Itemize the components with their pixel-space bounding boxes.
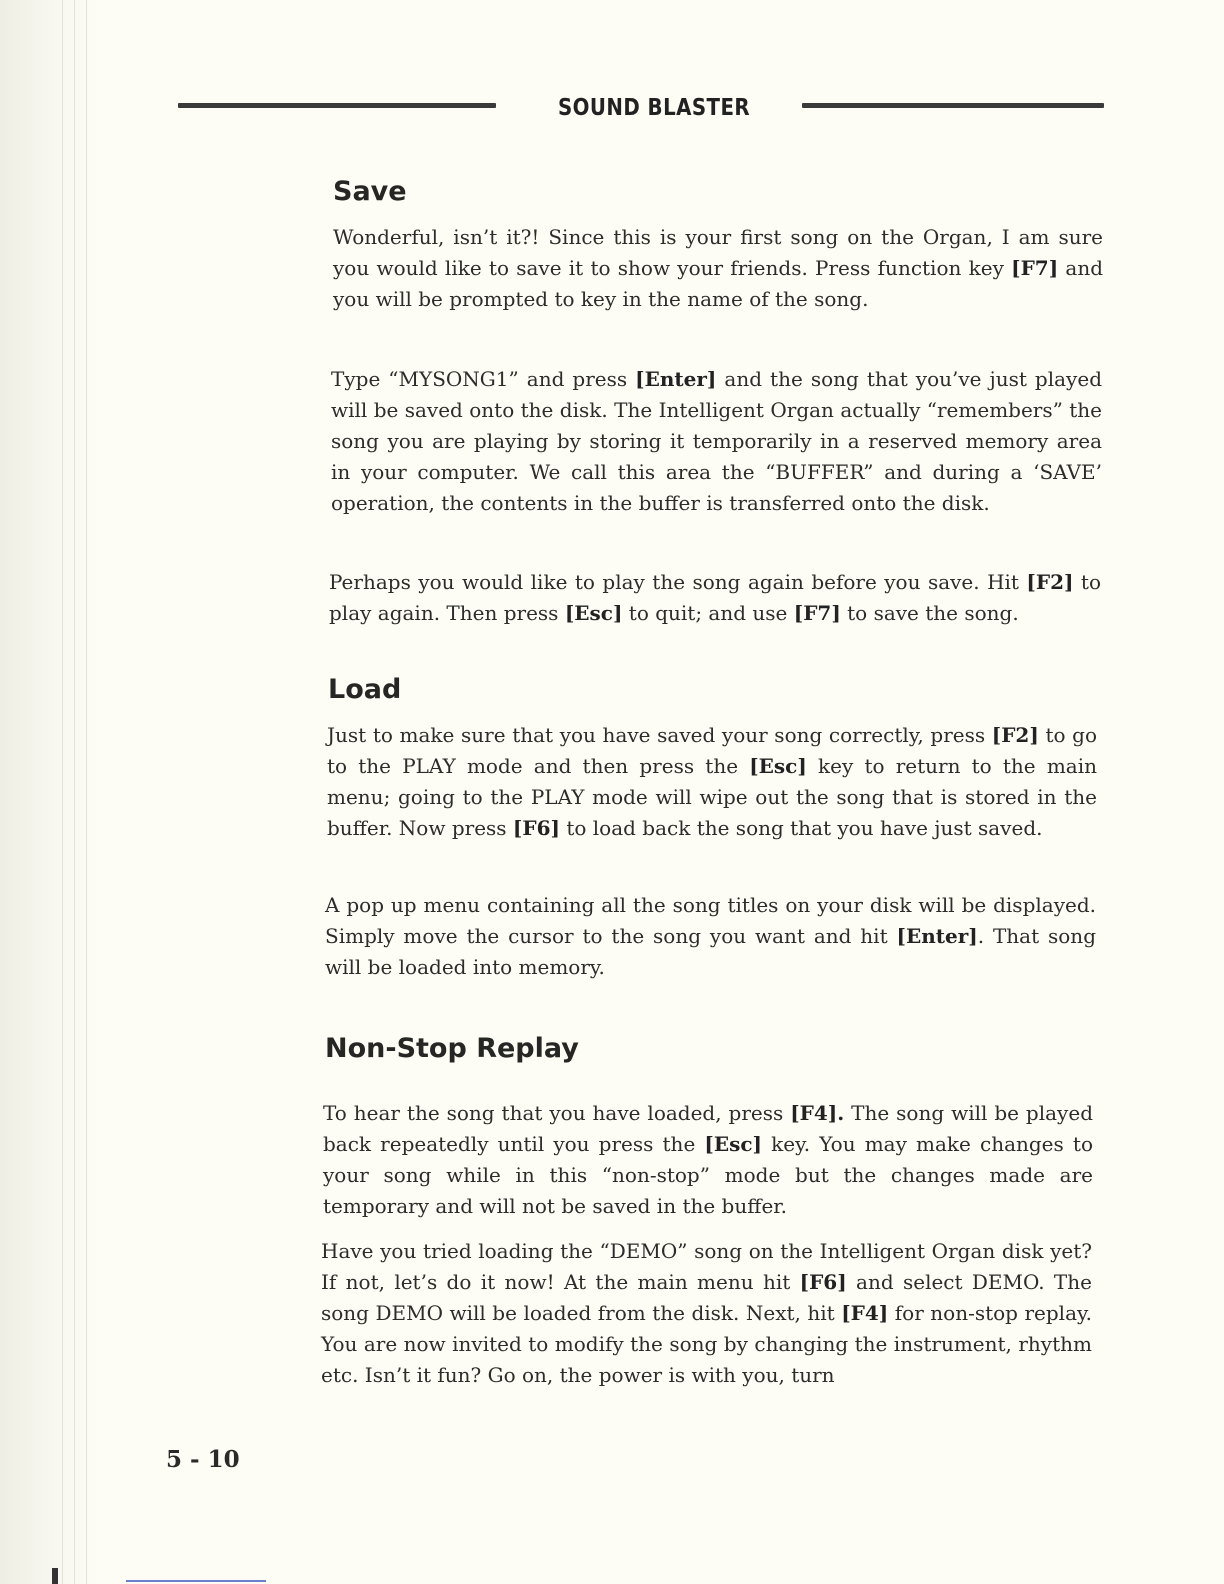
key-label: [F7] — [1011, 256, 1059, 280]
key-label: [F6] — [512, 816, 560, 840]
key-label: [F4] — [841, 1301, 889, 1325]
paragraph-text: key to return to the main menu; going to the PLAY mode will wipe out the song that is stored in the buffer. Now press — [327, 754, 1097, 840]
section-heading-non-stop-replay: Non-Stop Replay — [325, 1033, 579, 1064]
paragraph-text: and select DEMO. The song DEMO will be loaded from the disk. Next, hit — [321, 1270, 1092, 1325]
key-label: [Enter] — [635, 367, 717, 391]
header-rule-right — [802, 103, 1104, 108]
key-label: [Esc] — [704, 1132, 763, 1156]
key-label: [F2] — [991, 723, 1039, 747]
paragraph-text: . That song will be loaded into memory. — [325, 924, 1096, 979]
paragraph-text: key. You may make changes to your song while in this “non-stop” mode but the changes made are temporary and will not be saved in the buffer. — [323, 1132, 1093, 1218]
save-paragraph-2 — [331, 364, 1102, 519]
section-heading-load: Load — [328, 674, 402, 705]
paragraph-text: Have you tried loading the “DEMO” song on the Intelligent Organ disk yet? If not, let’s do it now! At the main menu hit — [321, 1239, 1092, 1294]
section-heading-save: Save — [333, 176, 407, 207]
key-label: [Enter] — [896, 924, 978, 948]
corner-scan-mark — [52, 1568, 58, 1584]
load-paragraph-2 — [325, 890, 1096, 983]
paragraph-text: to load back the song that you have just saved. — [559, 816, 1043, 840]
key-label: [Esc] — [564, 601, 623, 625]
running-header — [178, 95, 1104, 129]
paragraph-text: The song will be played back repeatedly until you press the — [323, 1101, 1093, 1156]
page-number: 5 - 10 — [166, 1446, 240, 1473]
footer-scan-mark — [126, 1580, 266, 1582]
paragraph-text: Perhaps you would like to play the song again before you save. Hit — [329, 570, 1027, 594]
key-label: [F2] — [1026, 570, 1074, 594]
binding-line — [86, 0, 87, 1584]
paragraph-text: and the song that you’ve just played will be saved onto the disk. The Intelligent Organ actually “remembers” the song you are playing by storing it temporarily in a reserved memory area in your computer. We call this area the “BUFFER” and during a ‘SAVE’ operation, the contents in the buffer is transferred onto the disk. — [331, 367, 1102, 515]
key-label: [Esc] — [749, 754, 807, 778]
paragraph-text: To hear the song that you have loaded, press — [323, 1101, 791, 1125]
paragraph-text: to play again. Then press — [329, 570, 1102, 625]
header-rule-left — [178, 103, 496, 108]
paragraph-text: to save the song. — [840, 601, 1019, 625]
paragraph-text: to go to the PLAY mode and then press the — [327, 723, 1098, 778]
save-paragraph-1 — [333, 222, 1103, 315]
paragraph-text: Type “MYSONG1” and press — [331, 367, 636, 391]
header-title: SOUND BLASTER — [558, 95, 751, 121]
paragraph-text: for non-stop replay. You are now invited to modify the song by changing the instrument, rhythm etc. Isn’t it fun? Go on, the power is with you, turn — [321, 1301, 1092, 1387]
paragraph-text: and you will be prompted to key in the name of the song. — [333, 256, 1103, 311]
save-paragraph-3 — [329, 567, 1101, 629]
binding-line — [74, 0, 75, 1584]
load-paragraph-1 — [327, 720, 1097, 844]
paragraph-text: Just to make sure that you have saved your song correctly, press — [327, 723, 992, 747]
binding-line — [62, 0, 63, 1584]
paragraph-text: A pop up menu containing all the song titles on your disk will be displayed. Simply move the cursor to the song you want and hit — [325, 893, 1096, 948]
key-label: [F4]. — [790, 1101, 845, 1125]
key-label: [F7] — [793, 601, 841, 625]
paragraph-text: to quit; and use — [622, 601, 794, 625]
nonstop-paragraph-1 — [323, 1098, 1093, 1222]
key-label: [F6] — [799, 1270, 847, 1294]
nonstop-paragraph-2 — [321, 1236, 1092, 1391]
page-binding-edge — [0, 0, 100, 1584]
paragraph-text: Wonderful, isn’t it?! Since this is your first song on the Organ, I am sure you would like to save it to show your friends. Press function key — [333, 225, 1103, 280]
